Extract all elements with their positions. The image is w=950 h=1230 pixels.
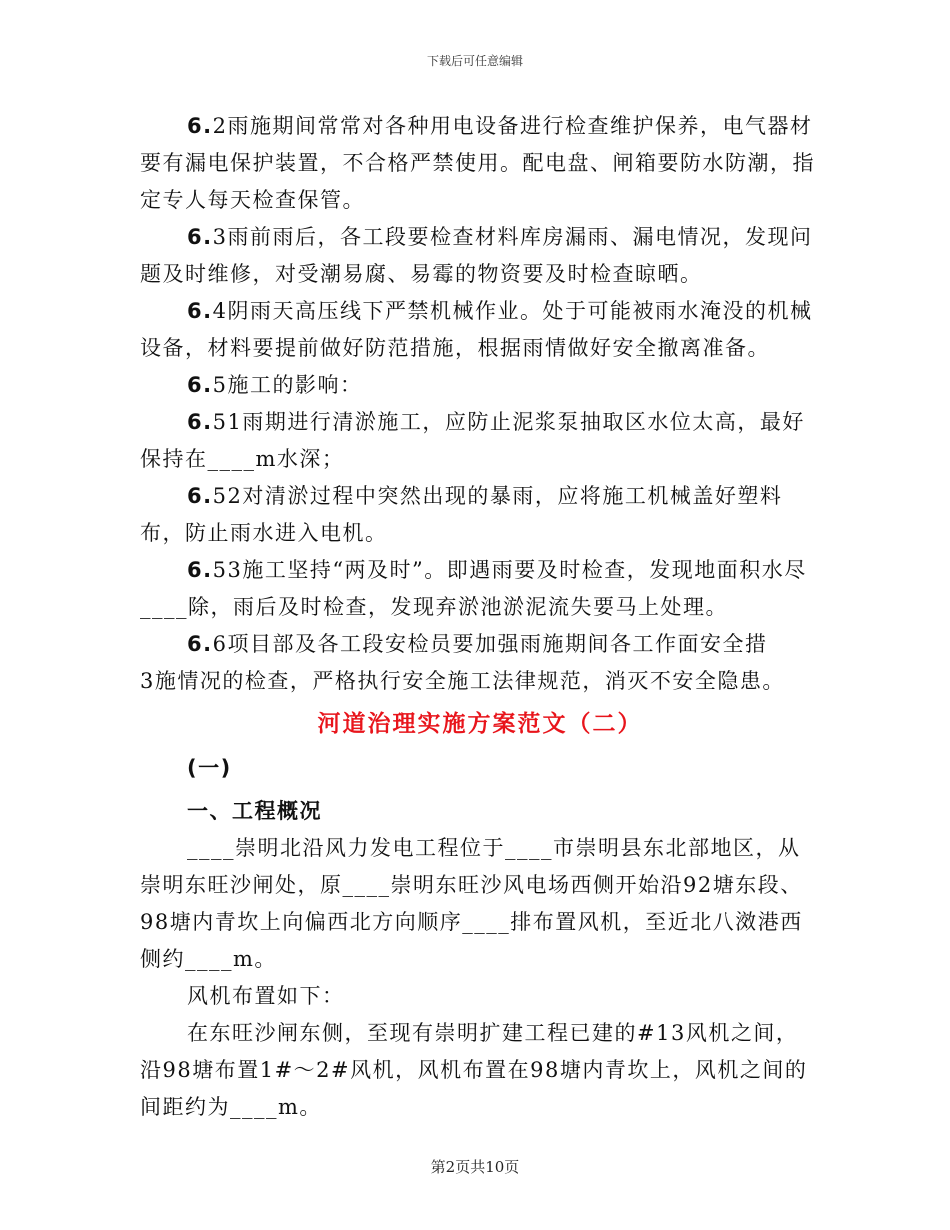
list-item (140, 404, 820, 478)
item-number: 6. (187, 225, 213, 249)
list-item (140, 108, 820, 219)
body-paragraph: ____崇明北沿风力发电工程位于____市崇明县东北部地区，从崇明东旺沙闸处，原____崇明东旺沙风电场西侧开始沿92塘东段、98塘内青坎上向偏西北方向顺序____排布置风机，至近北八滧港西侧约____m。 (140, 836, 803, 971)
list-item (140, 478, 820, 552)
item-number: 6. (187, 299, 213, 323)
item-text: 2雨施期间常常对各种用电设备进行检查维护保养，电气器材要有漏电保护装置，不合格严禁使用。配电盘、闸箱要防水防潮，指定专人每天检查保管。 (140, 114, 815, 212)
item-text: 5施工的影响： (212, 373, 363, 397)
body-paragraph: 在东旺沙闸东侧，至现有崇明扩建工程已建的#13风机之间，沿98塘布置1#～2#风机，风机布置在98塘内青坎上，风机之间的间距约为____m。 (140, 1021, 808, 1119)
item-number: 6. (187, 558, 213, 582)
body-paragraph: 风机布置如下： (187, 984, 345, 1008)
item-text: 6项目部及各工段安检员要加强雨施期间各工作面安全措 (212, 632, 768, 656)
item-text: 4阴雨天高压线下严禁机械作业。处于可能被雨水淹没的机械设备，材料要提前做好防范措施，根据雨情做好安全撤离准备。 (140, 299, 813, 360)
item-number: 6. (187, 114, 213, 138)
document-body (140, 108, 820, 1126)
item-number: 6. (187, 484, 213, 508)
item-number: 6. (187, 632, 213, 656)
list-item (140, 219, 820, 293)
page-header: 下载后可任意编辑 (426, 54, 523, 68)
item-text: 52对清淤过程中突然出现的暴雨，应将施工机械盖好塑料布，防止雨水进入电机。 (140, 484, 783, 545)
list-item (140, 367, 820, 404)
item-number: 6. (187, 373, 213, 397)
continuation-line: 3施情况的检查，严格执行安全施工法律规范，消灭不安全隐患。 (140, 669, 785, 693)
section-heading: 一、工程概况 (187, 799, 322, 823)
item-text: 3雨前雨后，各工段要检查材料库房漏雨、漏电情况，发现问题及时维修，对受潮易腐、易霉的物资要及时检查晾晒。 (140, 225, 813, 286)
list-item (140, 552, 820, 626)
list-item (140, 626, 820, 663)
item-number: 6. (187, 410, 213, 434)
section-title: 河道治理实施方案范文（二） (317, 711, 643, 737)
item-text: 53施工坚持“两及时”。即遇雨要及时检查，发现地面积水尽____除，雨后及时检查，发现弃淤池淤泥流失要马上处理。 (140, 558, 807, 619)
list-item (140, 293, 820, 367)
part-label: (一) (187, 756, 232, 780)
page-footer: 第2页共10页 (430, 1158, 520, 1176)
item-text: 51雨期进行清淤施工，应防止泥浆泵抽取区水位太高，最好保持在____m水深； (140, 410, 805, 471)
